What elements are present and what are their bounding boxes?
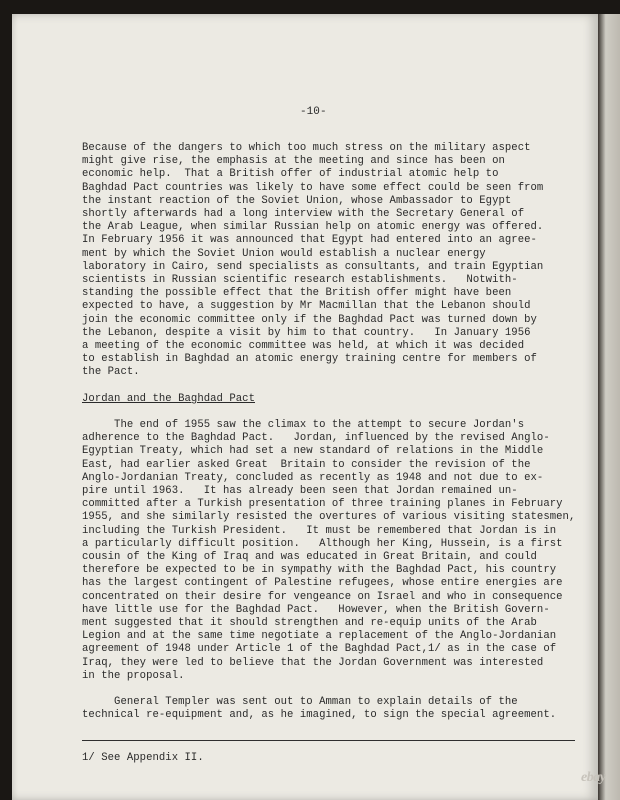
text-line: the Arab League, when similar Russian help on atomic energy was offered. <box>82 221 544 234</box>
text-line: Baghdad Pact countries was likely to have some effect could be seen from <box>82 181 544 194</box>
text-line: a particularly difficult position. Although her King, Hussein, is a first <box>82 537 563 550</box>
text-line: shortly afterwards had a long interview with the Secretary General of <box>82 208 525 221</box>
text-line: Iraq, they were led to believe that the Jordan Government was interested <box>82 656 544 669</box>
text-line: in the proposal. <box>82 669 185 682</box>
text-line: have little use for the Baghdad Pact. However, when the British Govern- <box>82 603 550 616</box>
text-line: standing the possible effect that the British offer might have been <box>82 287 512 300</box>
text-line: economic help. That a British offer of industrial atomic help to <box>82 168 499 181</box>
text-line: has the largest contingent of Palestine refugees, whose entire energies are <box>82 577 563 590</box>
paragraph-templer <box>82 696 556 722</box>
text-line: might give rise, the emphasis at the meeting and since has been on <box>82 155 505 168</box>
text-line: the Pact. <box>82 366 140 379</box>
text-line: committed after a Turkish presentation of three training planes in February <box>82 498 563 511</box>
text-line: to establish in Baghdad an atomic energy training centre for members of <box>82 353 537 366</box>
document-page <box>12 14 598 800</box>
text-line: therefore be expected to be in sympathy with the Baghdad Pact, his country <box>82 564 557 577</box>
text-line: ment suggested that it should strengthen and re-equip units of the Arab <box>82 617 537 630</box>
paragraph-jordan-pact <box>82 419 575 683</box>
text-line: Anglo-Jordanian Treaty, concluded as recently as 1948 and not due to ex- <box>82 471 544 484</box>
text-line: scientists in Russian scientific research establishments. Notwith- <box>82 274 518 287</box>
text-line: laboratory in Cairo, send specialists as consultants, and train Egyptian <box>82 260 544 273</box>
text-line: 1955, and she similarly resisted the overtures of various visiting statesmen, <box>82 511 576 524</box>
text-line: concentrated on their desire for vengeance on Israel and who in consequence <box>82 590 563 603</box>
footnote-divider <box>82 740 575 741</box>
page-number: -10- <box>300 106 327 118</box>
ebay-watermark-logo: ebay <box>581 770 606 785</box>
text-line: the instant reaction of the Soviet Union, whose Ambassador to Egypt <box>82 194 512 207</box>
section-heading: Jordan and the Baghdad Pact <box>82 393 255 405</box>
text-line: including the Turkish President. It must be remembered that Jordan is in <box>82 524 557 537</box>
text-line: Legion and at the same time negotiate a replacement of the Anglo-Jordanian <box>82 630 557 643</box>
text-line: a meeting of the economic committee was held, at which it was decided <box>82 340 525 353</box>
text-line: technical re-equipment and, as he imagined, to sign the special agreement. <box>82 709 557 722</box>
text-line: join the economic committee only if the Baghdad Pact was turned down by <box>82 313 537 326</box>
text-line: the Lebanon, despite a visit by him to that country. In January 1956 <box>82 326 531 339</box>
text-line: General Templer was sent out to Amman to explain details of the <box>82 696 518 708</box>
text-line: expected to have, a suggestion by Mr Macmillan that the Lebanon should <box>82 300 531 313</box>
adjacent-page-edge <box>598 14 620 800</box>
text-line: pire until 1963. It has already been seen that Jordan remained un- <box>82 485 518 498</box>
text-line: East, had earlier asked Great Britain to consider the revision of the <box>82 458 531 471</box>
text-line: adherence to the Baghdad Pact. Jordan, influenced by the revised Anglo- <box>82 432 550 445</box>
text-line: ment by which the Soviet Union would establish a nuclear energy <box>82 247 486 260</box>
text-line: Egyptian Treaty, which had set a new standard of relations in the Middle <box>82 445 544 458</box>
text-line: agreement of 1948 under Article 1 of the Baghdad Pact,1/ as in the case of <box>82 643 557 656</box>
footnote: 1/ See Appendix II. <box>82 752 204 764</box>
text-line: Because of the dangers to which too much stress on the military aspect <box>82 142 531 154</box>
text-line: cousin of the King of Iraq and was educated in Great Britain, and could <box>82 551 537 564</box>
paragraph-atomic-help <box>82 142 543 380</box>
text-line: In February 1956 it was announced that Egypt had entered into an agree- <box>82 234 537 247</box>
text-line: The end of 1955 saw the climax to the attempt to secure Jordan's <box>82 419 525 431</box>
